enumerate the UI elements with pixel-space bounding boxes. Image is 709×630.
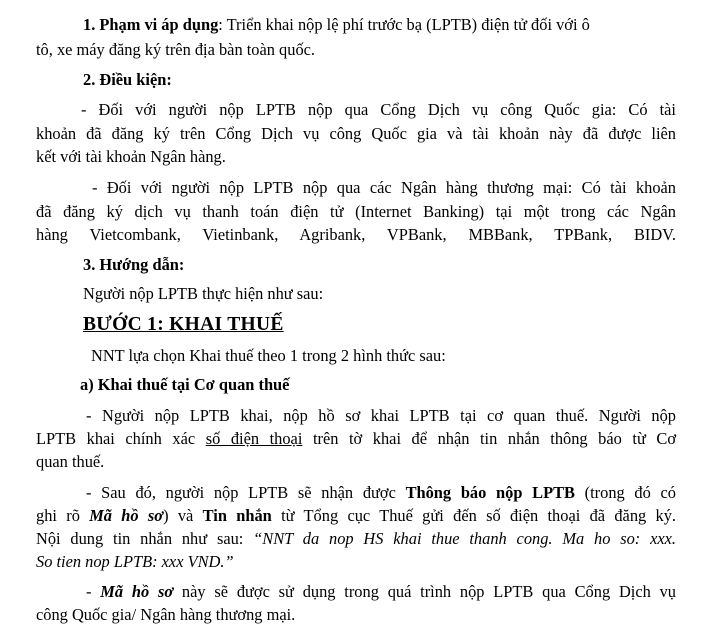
step1-p1-line-1: - Người nộp LPTB khai, nộp hồ sơ khai LPTB tại cơ quan thuế. Người nộp xyxy=(86,406,676,425)
conditions-p2-line-2: đã đăng ký dịch vụ thanh toán điện tử (Internet Banking) tại một trong các Ngân xyxy=(36,202,676,221)
notice-label: Thông báo nộp LPTB xyxy=(405,483,575,502)
step1-sub-a: a) Khai thuế tại Cơ quan thuế xyxy=(80,375,290,394)
scope-line-1 xyxy=(83,15,590,35)
conditions-p1-line-1: - Đối với người nộp LPTB nộp qua Cổng Dịch vụ công Quốc gia: Có tài xyxy=(81,100,676,119)
step1-p2-line-3: Nội dung tin nhắn như sau: “NNT da nop HS khai thue thanh cong. Ma ho so: xxx. xyxy=(36,529,676,548)
record-code-label-2: Mã hồ sơ xyxy=(100,582,174,601)
phone-number-underlined: số điện thoại xyxy=(205,429,303,448)
step1-p1-line-2: LPTB khai chính xác số điện thoại trên tờ khai để nhận tin nhắn thông báo từ Cơ xyxy=(36,429,677,448)
step1-p3-line-2: công Quốc gia/ Ngân hàng thương mại. xyxy=(36,605,296,624)
step1-p2-line-1: - Sau đó, người nộp LPTB sẽ nhận được Thông báo nộp LPTB (trong đó có xyxy=(86,483,676,502)
step1-p2-line-2: ghi rõ Mã hồ sơ) và Tin nhắn từ Tổng cục Thuế gửi đến số điện thoại đã đăng ký. xyxy=(36,506,677,525)
conditions-p1-line-2: khoản đã đăng ký trên Cổng Dịch vụ công Quốc gia và tài khoản này đã được liên xyxy=(36,124,676,143)
conditions-p2-line-3: hàng Vietcombank, Vietinbank, Agribank, VPBank, MBBank, TPBank, BIDV. xyxy=(36,225,676,244)
guide-heading: 3. Hướng dẫn: xyxy=(83,255,185,274)
conditions-p2-line-1: - Đối với người nộp LPTB nộp qua các Ngân hàng thương mại: Có tài khoản xyxy=(92,178,676,197)
scope-line-2: tô, xe máy đăng ký trên địa bàn toàn quốc. xyxy=(36,40,316,59)
step1-p3-line-1: - Mã hồ sơ này sẽ được sử dụng trong quá trình nộp LPTB qua Cổng Dịch vụ xyxy=(86,582,676,601)
scope-text: : Triển khai nộp lệ phí trước bạ (LPTB) điện tử đối với ô xyxy=(218,15,590,34)
step1-intro: NNT lựa chọn Khai thuế theo 1 trong 2 hình thức sau: xyxy=(91,346,446,365)
step1-p1-line-3: quan thuế. xyxy=(36,452,105,471)
record-code-label: Mã hồ sơ xyxy=(89,506,164,525)
step1-title: BƯỚC 1: KHAI THUẾ xyxy=(83,314,284,335)
conditions-p1-line-3: kết với tài khoản Ngân hàng. xyxy=(36,147,226,166)
sms-content: “NNT da nop HS khai thue thanh cong. Ma ho so: xxx. xyxy=(253,529,676,548)
scope-heading: 1. Phạm vi áp dụng xyxy=(83,15,219,34)
step1-p2-line-4: So tien nop LPTB: xxx VND.” xyxy=(36,552,234,571)
sms-label: Tin nhắn xyxy=(202,506,272,525)
guide-intro: Người nộp LPTB thực hiện như sau: xyxy=(83,284,324,303)
conditions-heading: 2. Điều kiện: xyxy=(83,70,172,89)
